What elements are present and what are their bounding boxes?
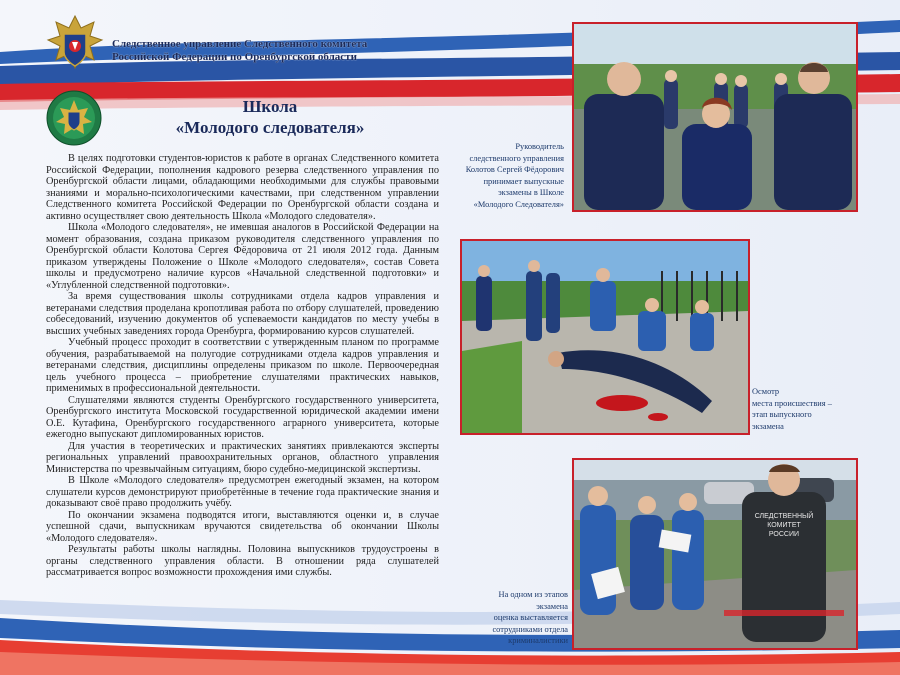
article-paragraph: В Школе «Молодого следователя» предусмотрен ежегодный экзамен, на котором слушатели курсов демонстрируют приобретённые в течение года практические знания и доказывают своё право продолжить учёбу. — [46, 475, 439, 509]
article-paragraph: За время существования школы сотрудниками отдела кадров управления и ветеранами следствия проделана кропотливая работа по отбору слушателей, проведению собеседований, изучению документов об успеваемости кандидатов по месту учебы в высших учебных заведениях города Оренбурга, формированию курсов слушателей. — [46, 291, 439, 337]
caption-line: принимает выпускные — [483, 176, 564, 186]
caption-line: экзамена — [536, 601, 568, 611]
caption-line: Руководитель — [515, 142, 564, 151]
photo-exam-leadership-caption — [450, 141, 564, 210]
article-paragraph: Для участия в теоретических и практических занятиях привлекаются эксперты региональных управлений правоохранительных органов, областного управления Министерства по чрезвычайным ситуациям, бюро судебно-медицинской экспертизы. — [46, 440, 439, 475]
page-title — [100, 96, 440, 138]
vest-text-line1: СЛЕДСТВЕННЫЙ — [754, 513, 814, 520]
vest-text-line3: РОССИИ — [768, 531, 800, 538]
organization-name-line1: Следственное управление Следственного комитета — [112, 38, 368, 50]
article-paragraph: Учебный процесс проходит в соответствии с утвержденным планом по программе обучения, разрабатываемой на полугодие сотрудниками отдела кадров управления и ветеранами следствия, дисциплины определены приказом по школе. Первоочередная цель учебного процесса – приобретение слушателями практических навыков, применимых в профессиональной деятельности. — [46, 337, 439, 394]
caption-line: сотрудниками отдела — [492, 624, 568, 634]
caption-line: экзамены в Школе — [498, 188, 564, 197]
caption-line: Осмотр — [752, 387, 780, 396]
photo-crime-scene-exam — [460, 239, 750, 435]
article-body — [46, 153, 439, 579]
article-paragraph: В целях подготовки студентов-юристов к работе в органах Следственного комитета Российской Федерации, пополнения кадрового резерва следственного управления по Оренбургской области лицами, обладающими необходимыми для службы правовыми знаниями и морально-психологическими качествами, при следственном управлении Следственного комитета Российской Федерации по Оренбургской области создана и активно осуществляет свою деятельность Школа «Молодого следователя». — [46, 153, 439, 222]
photo-exam-leadership — [572, 22, 858, 212]
caption-line: следственного управления — [469, 153, 564, 163]
article-paragraph: Результаты работы школы наглядны. Половина выпускников трудоустроены в органы следственного управления области. В отношении ряда слушателей рассматривается вопрос возможности прохождения ими службы. — [46, 544, 439, 578]
caption-line: места происшествия – — [752, 398, 832, 408]
photo-crime-scene-exam-caption — [752, 386, 852, 432]
vest-text-line2: КОМИТЕТ — [767, 522, 801, 529]
article-paragraph: По окончании экзамена подводятся итоги, выставляются оценки и, в случае успешной сдачи, выпускникам вручаются свидетельства об окончании Школы «Молодого следователя». — [46, 509, 439, 544]
photo-forensics-evaluation — [572, 458, 858, 650]
page-title-line1: Школа — [242, 97, 298, 116]
caption-line: этап выпускного — [752, 410, 812, 419]
caption-line: экзамена — [752, 421, 784, 431]
caption-line: оценка выставляется — [493, 613, 568, 622]
caption-line: На одном из этапов — [498, 590, 568, 599]
committee-emblem-icon — [46, 14, 104, 80]
caption-line: криминалистики — [508, 636, 568, 645]
photo-forensics-evaluation-caption — [458, 589, 568, 647]
organization-name-line2: Российской Федерации по Оренбургской области — [112, 51, 357, 63]
caption-line: «Молодого Следователя» — [473, 199, 564, 209]
page-title-line2: «Молодого следователя» — [175, 118, 365, 137]
school-emblem-icon — [46, 90, 102, 146]
caption-line: Колотов Сергей Фёдорович — [465, 165, 564, 174]
article-paragraph: Слушателями являются студенты Оренбургского государственного университета, Оренбургского института Московской государственной юридической академии имени О.Е. Кутафина, Оренбургского государственного аграрного университета, которые ежегодно выпускают дипломированных юристов. — [46, 394, 439, 440]
article-paragraph: Школа «Молодого следователя», не имевшая аналогов в Российской Федерации на момент образования, создана приказом руководителя следственного управления по Оренбургской области Колотова Сергея Фёдоровича от 21 июля 2012 года. Данным приказом утверждены Положение о Школе «Молодого следователя», состав Совета школы и предусмотрено наличие курсов «Начальной следственной подготовки» и «Углубленной следственной подготовки». — [46, 222, 439, 291]
organization-name — [112, 38, 367, 64]
